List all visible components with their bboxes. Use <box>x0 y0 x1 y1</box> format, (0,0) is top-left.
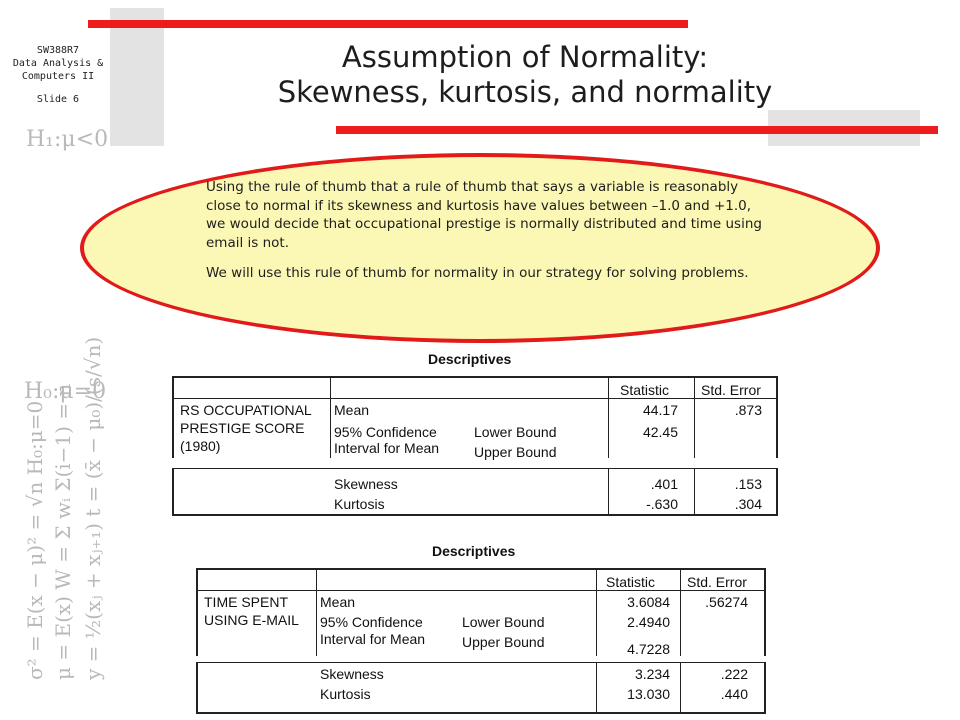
fragment-edge <box>172 468 778 469</box>
table-title: Descriptives <box>428 351 512 367</box>
header-std-error: Std. Error <box>701 382 761 398</box>
svg-text:y = ½(xⱼ + xⱼ₊₁) t = (x̄ − μ: y = ½(xⱼ + xⱼ₊₁) t = (x̄ − μ₀)/(s/√n) <box>81 336 105 680</box>
row-label-mean: Mean <box>320 594 356 610</box>
course-name-line2: Computers II <box>21 71 95 82</box>
variable-label-line2: USING E-MAIL <box>204 612 299 628</box>
column-divider <box>694 376 695 458</box>
column-divider <box>680 568 681 656</box>
column-divider <box>608 468 609 516</box>
svg-text:H₁:μ<0: H₁:μ<0 <box>26 127 109 152</box>
value-kurtosis-std-error: .440 <box>720 686 748 702</box>
value-lower-bound: 2.4940 <box>627 614 670 630</box>
slide-title <box>180 40 870 110</box>
row-label-kurtosis: Kurtosis <box>320 686 371 702</box>
variable-label-line2: PRESTIGE SCORE <box>180 420 305 436</box>
slide-title-line2: Skewness, kurtosis, and normality <box>277 75 773 109</box>
callout-paragraph-1: Using the rule of thumb that a rule of thumb that says a variable is reasonably close to normal if its skewness and kurtosis have values between –1.0 and +1.0, we would decide that occupational prestige is normally distributed and time using email is not. <box>206 179 762 251</box>
column-divider <box>316 568 317 656</box>
table-title: Descriptives <box>432 543 516 559</box>
value-skewness-std-error: .153 <box>734 476 762 492</box>
value-kurtosis-std-error: .304 <box>734 496 762 512</box>
course-info <box>6 44 110 106</box>
decor-red-line-top <box>88 20 688 28</box>
slide-number: Slide 6 <box>36 94 80 105</box>
row-label-skewness: Skewness <box>334 476 398 492</box>
value-mean-statistic: 44.17 <box>642 402 678 418</box>
row-sublabel-lower-bound: Lower Bound <box>462 614 545 630</box>
row-label-kurtosis: Kurtosis <box>334 496 385 512</box>
slide-title-line1: Assumption of Normality: <box>341 40 709 74</box>
column-divider <box>608 376 609 458</box>
callout-paragraph-2: We will use this rule of thumb for normality in our strategy for solving problems. <box>206 265 749 281</box>
course-code: SW388R7 <box>36 45 80 56</box>
header-std-error: Std. Error <box>687 574 747 590</box>
decor-gray-bar-vertical <box>110 8 164 146</box>
decor-red-line-bottom <box>336 126 938 134</box>
svg-text:μ = E(x) W = Σ wᵢ Σ(i−1) =: μ = E(x) W = Σ wᵢ Σ(i−1) = n <box>51 383 75 680</box>
column-divider <box>330 376 331 458</box>
callout-text <box>206 178 766 283</box>
row-label-confidence: 95% Confidence <box>320 614 423 630</box>
variable-label-line1: TIME SPENT <box>204 594 289 610</box>
value-mean-std-error: .56274 <box>705 594 748 610</box>
variable-label-line1: RS OCCUPATIONAL <box>180 402 312 418</box>
header-statistic: Statistic <box>620 382 670 398</box>
value-skewness-statistic: .401 <box>650 476 678 492</box>
column-divider <box>694 468 695 516</box>
value-mean-statistic: 3.6084 <box>627 594 670 610</box>
row-label-mean: Mean <box>334 402 370 418</box>
table-frame-lower <box>172 468 778 516</box>
math-formula-watermark <box>0 120 110 720</box>
row-label-skewness: Skewness <box>320 666 384 682</box>
header-statistic: Statistic <box>606 574 656 590</box>
column-divider <box>680 662 681 714</box>
value-upper-bound: 4.7228 <box>627 641 670 657</box>
header-divider <box>172 398 778 399</box>
value-lower-bound: 42.45 <box>642 424 678 440</box>
course-name-line1: Data Analysis & <box>12 58 104 69</box>
row-sublabel-upper-bound: Upper Bound <box>474 444 557 460</box>
row-label-confidence: 95% Confidence <box>334 424 437 440</box>
value-mean-std-error: .873 <box>734 402 762 418</box>
row-label-interval: Interval for Mean <box>320 631 426 647</box>
row-label-interval: Interval for Mean <box>334 440 440 456</box>
row-sublabel-lower-bound: Lower Bound <box>474 424 557 440</box>
column-divider <box>596 662 597 714</box>
column-divider <box>596 568 597 656</box>
value-skewness-statistic: 3.234 <box>634 666 670 682</box>
value-kurtosis-statistic: 13.030 <box>627 686 670 702</box>
svg-text:σ² = E(x − μ)² = √n H₀:μ=0: σ² = E(x − μ)² = √n H₀:μ=0 <box>23 400 47 680</box>
value-kurtosis-statistic: -.630 <box>646 496 678 512</box>
variable-label-line3: (1980) <box>180 438 221 454</box>
row-sublabel-upper-bound: Upper Bound <box>462 634 545 650</box>
value-skewness-std-error: .222 <box>720 666 748 682</box>
svg-text:H₀:μ=0: H₀:μ=0 <box>24 379 107 404</box>
